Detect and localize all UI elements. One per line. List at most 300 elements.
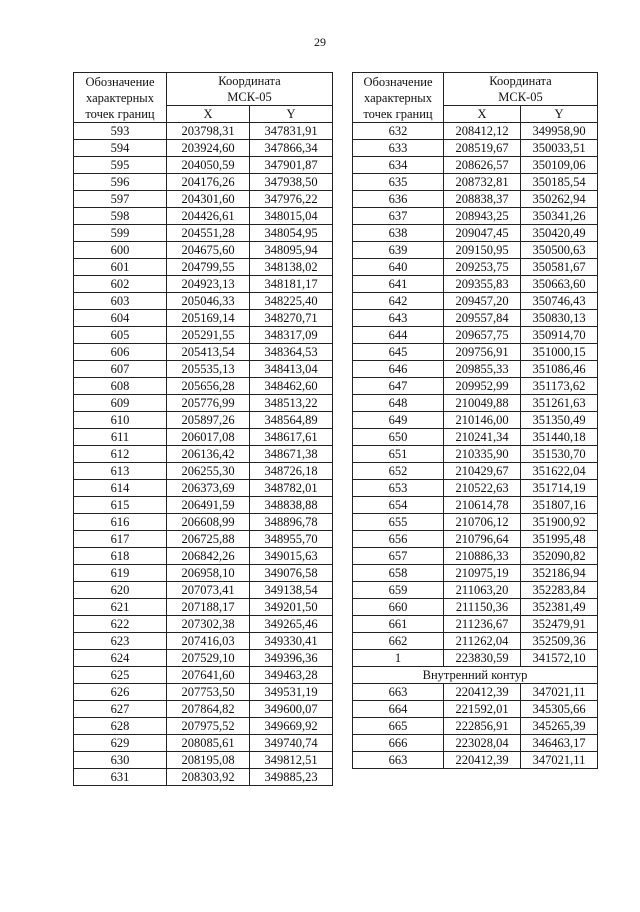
y-coordinate-cell: 347901,87 bbox=[250, 157, 333, 174]
point-number-cell: 597 bbox=[74, 191, 167, 208]
y-coordinate-cell: 352090,82 bbox=[521, 548, 598, 565]
point-number-cell: 661 bbox=[353, 616, 444, 633]
y-coordinate-cell: 350420,49 bbox=[521, 225, 598, 242]
point-number-cell: 641 bbox=[353, 276, 444, 293]
table-row bbox=[353, 599, 598, 616]
y-coordinate-cell: 351900,92 bbox=[521, 514, 598, 531]
y-coordinate-cell: 348838,88 bbox=[250, 497, 333, 514]
x-coordinate-cell: 205776,99 bbox=[167, 395, 250, 412]
point-number-cell: 596 bbox=[74, 174, 167, 191]
y-coordinate-cell: 351995,48 bbox=[521, 531, 598, 548]
table-row bbox=[353, 395, 598, 412]
y-coordinate-cell: 350341,26 bbox=[521, 208, 598, 225]
table-row bbox=[74, 123, 333, 140]
y-coordinate-cell: 351350,49 bbox=[521, 412, 598, 429]
x-coordinate-cell: 210522,63 bbox=[444, 480, 521, 497]
point-number-cell: 640 bbox=[353, 259, 444, 276]
table-row bbox=[353, 735, 598, 752]
point-number-cell: 601 bbox=[74, 259, 167, 276]
x-coordinate-cell: 205897,26 bbox=[167, 412, 250, 429]
y-coordinate-cell: 351714,19 bbox=[521, 480, 598, 497]
y-coordinate-cell: 352381,49 bbox=[521, 599, 598, 616]
table-row bbox=[74, 276, 333, 293]
point-number-cell: 602 bbox=[74, 276, 167, 293]
designation-header: Обозначение характерных точек границ bbox=[353, 73, 444, 123]
y-coordinate-cell: 350033,51 bbox=[521, 140, 598, 157]
table-row bbox=[353, 378, 598, 395]
table-row bbox=[353, 463, 598, 480]
x-coordinate-cell: 209557,84 bbox=[444, 310, 521, 327]
x-coordinate-cell: 211236,67 bbox=[444, 616, 521, 633]
x-coordinate-cell: 210241,34 bbox=[444, 429, 521, 446]
x-coordinate-cell: 205656,28 bbox=[167, 378, 250, 395]
table-row bbox=[353, 616, 598, 633]
y-column-header: Y bbox=[521, 106, 598, 123]
x-coordinate-cell: 211262,04 bbox=[444, 633, 521, 650]
y-coordinate-cell: 351807,16 bbox=[521, 497, 598, 514]
x-coordinate-cell: 210146,00 bbox=[444, 412, 521, 429]
y-coordinate-cell: 349463,28 bbox=[250, 667, 333, 684]
x-coordinate-cell: 209855,33 bbox=[444, 361, 521, 378]
y-coordinate-cell: 348617,61 bbox=[250, 429, 333, 446]
table-row bbox=[74, 650, 333, 667]
x-coordinate-cell: 205413,54 bbox=[167, 344, 250, 361]
point-number-cell: 625 bbox=[74, 667, 167, 684]
x-coordinate-cell: 204050,59 bbox=[167, 157, 250, 174]
table-row bbox=[353, 497, 598, 514]
table-row bbox=[353, 531, 598, 548]
coordinates-table-left bbox=[73, 72, 333, 786]
x-coordinate-cell: 206136,42 bbox=[167, 446, 250, 463]
point-number-cell: 662 bbox=[353, 633, 444, 650]
point-number-cell: 614 bbox=[74, 480, 167, 497]
x-coordinate-cell: 207864,82 bbox=[167, 701, 250, 718]
y-coordinate-cell: 352479,91 bbox=[521, 616, 598, 633]
y-coordinate-cell: 348054,95 bbox=[250, 225, 333, 242]
x-coordinate-cell: 209756,91 bbox=[444, 344, 521, 361]
point-number-cell: 594 bbox=[74, 140, 167, 157]
y-coordinate-cell: 350109,06 bbox=[521, 157, 598, 174]
x-coordinate-cell: 204301,60 bbox=[167, 191, 250, 208]
x-coordinate-cell: 211150,36 bbox=[444, 599, 521, 616]
point-number-cell: 663 bbox=[353, 752, 444, 769]
x-coordinate-cell: 209457,20 bbox=[444, 293, 521, 310]
point-number-cell: 620 bbox=[74, 582, 167, 599]
y-coordinate-cell: 348095,94 bbox=[250, 242, 333, 259]
point-number-cell: 615 bbox=[74, 497, 167, 514]
table-row bbox=[353, 718, 598, 735]
table-row bbox=[74, 242, 333, 259]
table-row bbox=[353, 191, 598, 208]
point-number-cell: 621 bbox=[74, 599, 167, 616]
table-row bbox=[74, 633, 333, 650]
y-coordinate-cell: 351173,62 bbox=[521, 378, 598, 395]
table-row bbox=[353, 310, 598, 327]
point-number-cell: 626 bbox=[74, 684, 167, 701]
y-coordinate-cell: 349396,36 bbox=[250, 650, 333, 667]
y-coordinate-cell: 346463,17 bbox=[521, 735, 598, 752]
y-coordinate-cell: 351086,46 bbox=[521, 361, 598, 378]
table-row bbox=[353, 276, 598, 293]
point-number-cell: 656 bbox=[353, 531, 444, 548]
point-number-cell: 654 bbox=[353, 497, 444, 514]
table-row bbox=[74, 565, 333, 582]
x-coordinate-cell: 223028,04 bbox=[444, 735, 521, 752]
y-coordinate-cell: 347976,22 bbox=[250, 191, 333, 208]
y-coordinate-cell: 348462,60 bbox=[250, 378, 333, 395]
x-coordinate-cell: 204551,28 bbox=[167, 225, 250, 242]
x-coordinate-cell: 207188,17 bbox=[167, 599, 250, 616]
y-coordinate-cell: 351000,15 bbox=[521, 344, 598, 361]
y-coordinate-cell: 347021,11 bbox=[521, 752, 598, 769]
inner-contour-label: Внутренний контур bbox=[353, 667, 598, 684]
table-row bbox=[74, 599, 333, 616]
x-coordinate-cell: 220412,39 bbox=[444, 684, 521, 701]
point-number-cell: 650 bbox=[353, 429, 444, 446]
table-row bbox=[74, 582, 333, 599]
table-row bbox=[74, 752, 333, 769]
table-row bbox=[353, 242, 598, 259]
point-number-cell: 600 bbox=[74, 242, 167, 259]
table-row bbox=[74, 191, 333, 208]
table-row bbox=[74, 310, 333, 327]
table-row bbox=[353, 752, 598, 769]
x-coordinate-cell: 210975,19 bbox=[444, 565, 521, 582]
x-coordinate-cell: 207529,10 bbox=[167, 650, 250, 667]
table-row bbox=[74, 684, 333, 701]
table-row bbox=[74, 667, 333, 684]
table-row bbox=[353, 514, 598, 531]
point-number-cell: 643 bbox=[353, 310, 444, 327]
y-coordinate-cell: 349812,51 bbox=[250, 752, 333, 769]
x-coordinate-cell: 203798,31 bbox=[167, 123, 250, 140]
point-number-cell: 616 bbox=[74, 514, 167, 531]
table-row bbox=[353, 157, 598, 174]
y-coordinate-cell: 348955,70 bbox=[250, 531, 333, 548]
table-row bbox=[74, 718, 333, 735]
coordinate-header: Координата МСК-05 bbox=[167, 73, 333, 106]
y-coordinate-cell: 352186,94 bbox=[521, 565, 598, 582]
x-coordinate-cell: 207416,03 bbox=[167, 633, 250, 650]
table-row bbox=[353, 701, 598, 718]
y-coordinate-cell: 351261,63 bbox=[521, 395, 598, 412]
point-number-cell: 660 bbox=[353, 599, 444, 616]
x-coordinate-cell: 206017,08 bbox=[167, 429, 250, 446]
table-row bbox=[74, 701, 333, 718]
y-coordinate-cell: 348225,40 bbox=[250, 293, 333, 310]
x-coordinate-cell: 206373,69 bbox=[167, 480, 250, 497]
point-number-cell: 607 bbox=[74, 361, 167, 378]
x-coordinate-cell: 208519,67 bbox=[444, 140, 521, 157]
point-number-cell: 603 bbox=[74, 293, 167, 310]
table-row bbox=[74, 735, 333, 752]
x-coordinate-cell: 208943,25 bbox=[444, 208, 521, 225]
point-number-cell: 593 bbox=[74, 123, 167, 140]
x-coordinate-cell: 207641,60 bbox=[167, 667, 250, 684]
table-row bbox=[74, 429, 333, 446]
y-coordinate-cell: 347938,50 bbox=[250, 174, 333, 191]
x-coordinate-cell: 209253,75 bbox=[444, 259, 521, 276]
x-coordinate-cell: 208195,08 bbox=[167, 752, 250, 769]
point-number-cell: 619 bbox=[74, 565, 167, 582]
table-row bbox=[74, 174, 333, 191]
x-coordinate-cell: 221592,01 bbox=[444, 701, 521, 718]
point-number-cell: 638 bbox=[353, 225, 444, 242]
x-coordinate-cell: 204426,61 bbox=[167, 208, 250, 225]
point-number-cell: 659 bbox=[353, 582, 444, 599]
table-row bbox=[74, 616, 333, 633]
y-coordinate-cell: 347021,11 bbox=[521, 684, 598, 701]
y-coordinate-cell: 352283,84 bbox=[521, 582, 598, 599]
table-row bbox=[353, 361, 598, 378]
y-coordinate-cell: 349885,23 bbox=[250, 769, 333, 786]
table-row bbox=[74, 548, 333, 565]
table-row bbox=[74, 769, 333, 786]
x-coordinate-cell: 209952,99 bbox=[444, 378, 521, 395]
y-coordinate-cell: 349201,50 bbox=[250, 599, 333, 616]
table-row bbox=[74, 463, 333, 480]
point-number-cell: 628 bbox=[74, 718, 167, 735]
x-coordinate-cell: 223830,59 bbox=[444, 650, 521, 667]
table-row bbox=[74, 412, 333, 429]
y-coordinate-cell: 349330,41 bbox=[250, 633, 333, 650]
x-coordinate-cell: 211063,20 bbox=[444, 582, 521, 599]
table-row bbox=[353, 140, 598, 157]
y-coordinate-cell: 350262,94 bbox=[521, 191, 598, 208]
point-number-cell: 618 bbox=[74, 548, 167, 565]
x-coordinate-cell: 206608,99 bbox=[167, 514, 250, 531]
x-coordinate-cell: 210049,88 bbox=[444, 395, 521, 412]
point-number-cell: 639 bbox=[353, 242, 444, 259]
table-row bbox=[74, 327, 333, 344]
coordinate-header: Координата МСК-05 bbox=[444, 73, 598, 106]
y-coordinate-cell: 348726,18 bbox=[250, 463, 333, 480]
point-number-cell: 651 bbox=[353, 446, 444, 463]
page-number: 29 bbox=[314, 35, 326, 49]
y-coordinate-cell: 348181,17 bbox=[250, 276, 333, 293]
x-coordinate-cell: 205046,33 bbox=[167, 293, 250, 310]
point-number-cell: 647 bbox=[353, 378, 444, 395]
y-coordinate-cell: 350830,13 bbox=[521, 310, 598, 327]
point-number-cell: 606 bbox=[74, 344, 167, 361]
point-number-cell: 598 bbox=[74, 208, 167, 225]
y-coordinate-cell: 349138,54 bbox=[250, 582, 333, 599]
table-row bbox=[74, 446, 333, 463]
x-coordinate-cell: 204923,13 bbox=[167, 276, 250, 293]
x-coordinate-cell: 205169,14 bbox=[167, 310, 250, 327]
x-coordinate-cell: 204675,60 bbox=[167, 242, 250, 259]
x-coordinate-cell: 204176,26 bbox=[167, 174, 250, 191]
point-number-cell: 622 bbox=[74, 616, 167, 633]
point-number-cell: 599 bbox=[74, 225, 167, 242]
x-coordinate-cell: 209047,45 bbox=[444, 225, 521, 242]
y-coordinate-cell: 349669,92 bbox=[250, 718, 333, 735]
table-row bbox=[74, 208, 333, 225]
point-number-cell: 648 bbox=[353, 395, 444, 412]
y-coordinate-cell: 348364,53 bbox=[250, 344, 333, 361]
y-coordinate-cell: 351530,70 bbox=[521, 446, 598, 463]
table-row bbox=[353, 565, 598, 582]
point-number-cell: 624 bbox=[74, 650, 167, 667]
table-row bbox=[353, 208, 598, 225]
table-row bbox=[74, 225, 333, 242]
x-coordinate-cell: 206842,26 bbox=[167, 548, 250, 565]
y-coordinate-cell: 348782,01 bbox=[250, 480, 333, 497]
y-column-header: Y bbox=[250, 106, 333, 123]
coordinates-table-right bbox=[352, 72, 598, 769]
x-coordinate-cell: 207753,50 bbox=[167, 684, 250, 701]
x-coordinate-cell: 208412,12 bbox=[444, 123, 521, 140]
table-row bbox=[74, 293, 333, 310]
y-coordinate-cell: 345305,66 bbox=[521, 701, 598, 718]
y-coordinate-cell: 341572,10 bbox=[521, 650, 598, 667]
table-row bbox=[353, 225, 598, 242]
point-number-cell: 609 bbox=[74, 395, 167, 412]
y-coordinate-cell: 347866,34 bbox=[250, 140, 333, 157]
x-coordinate-cell: 205291,55 bbox=[167, 327, 250, 344]
table-row bbox=[74, 531, 333, 548]
y-coordinate-cell: 350185,54 bbox=[521, 174, 598, 191]
table-row bbox=[353, 446, 598, 463]
table-row bbox=[353, 174, 598, 191]
point-number-cell: 611 bbox=[74, 429, 167, 446]
table-row bbox=[353, 684, 598, 701]
y-coordinate-cell: 348317,09 bbox=[250, 327, 333, 344]
point-number-cell: 629 bbox=[74, 735, 167, 752]
y-coordinate-cell: 350581,67 bbox=[521, 259, 598, 276]
y-coordinate-cell: 351440,18 bbox=[521, 429, 598, 446]
section-row bbox=[353, 667, 598, 684]
x-coordinate-cell: 203924,60 bbox=[167, 140, 250, 157]
table-row bbox=[74, 514, 333, 531]
x-coordinate-cell: 208626,57 bbox=[444, 157, 521, 174]
point-number-cell: 631 bbox=[74, 769, 167, 786]
point-number-cell: 633 bbox=[353, 140, 444, 157]
point-number-cell: 636 bbox=[353, 191, 444, 208]
y-coordinate-cell: 348413,04 bbox=[250, 361, 333, 378]
y-coordinate-cell: 350914,70 bbox=[521, 327, 598, 344]
point-number-cell: 663 bbox=[353, 684, 444, 701]
y-coordinate-cell: 348270,71 bbox=[250, 310, 333, 327]
x-coordinate-cell: 210614,78 bbox=[444, 497, 521, 514]
point-number-cell: 645 bbox=[353, 344, 444, 361]
x-coordinate-cell: 208085,61 bbox=[167, 735, 250, 752]
point-number-cell: 634 bbox=[353, 157, 444, 174]
x-coordinate-cell: 206725,88 bbox=[167, 531, 250, 548]
point-number-cell: 657 bbox=[353, 548, 444, 565]
point-number-cell: 666 bbox=[353, 735, 444, 752]
x-coordinate-cell: 210429,67 bbox=[444, 463, 521, 480]
table-row bbox=[74, 480, 333, 497]
table-row bbox=[353, 548, 598, 565]
point-number-cell: 613 bbox=[74, 463, 167, 480]
point-number-cell: 623 bbox=[74, 633, 167, 650]
table-row bbox=[74, 259, 333, 276]
x-coordinate-cell: 205535,13 bbox=[167, 361, 250, 378]
y-coordinate-cell: 345265,39 bbox=[521, 718, 598, 735]
x-coordinate-cell: 207302,38 bbox=[167, 616, 250, 633]
point-number-cell: 655 bbox=[353, 514, 444, 531]
y-coordinate-cell: 349600,07 bbox=[250, 701, 333, 718]
x-coordinate-cell: 206958,10 bbox=[167, 565, 250, 582]
x-coordinate-cell: 222856,91 bbox=[444, 718, 521, 735]
point-number-cell: 608 bbox=[74, 378, 167, 395]
table-row bbox=[74, 395, 333, 412]
table-row bbox=[353, 327, 598, 344]
point-number-cell: 649 bbox=[353, 412, 444, 429]
x-coordinate-cell: 207073,41 bbox=[167, 582, 250, 599]
table-row bbox=[353, 259, 598, 276]
x-coordinate-cell: 209150,95 bbox=[444, 242, 521, 259]
table-row bbox=[74, 344, 333, 361]
y-coordinate-cell: 350500,63 bbox=[521, 242, 598, 259]
y-coordinate-cell: 347831,91 bbox=[250, 123, 333, 140]
point-number-cell: 644 bbox=[353, 327, 444, 344]
y-coordinate-cell: 348896,78 bbox=[250, 514, 333, 531]
y-coordinate-cell: 349076,58 bbox=[250, 565, 333, 582]
y-coordinate-cell: 352509,36 bbox=[521, 633, 598, 650]
y-coordinate-cell: 349531,19 bbox=[250, 684, 333, 701]
point-number-cell: 612 bbox=[74, 446, 167, 463]
table-row bbox=[353, 344, 598, 361]
table-row bbox=[353, 123, 598, 140]
point-number-cell: 617 bbox=[74, 531, 167, 548]
designation-header: Обозначение характерных точек границ bbox=[74, 73, 167, 123]
point-number-cell: 637 bbox=[353, 208, 444, 225]
y-coordinate-cell: 348513,22 bbox=[250, 395, 333, 412]
x-coordinate-cell: 206491,59 bbox=[167, 497, 250, 514]
table-row bbox=[353, 429, 598, 446]
x-coordinate-cell: 210796,64 bbox=[444, 531, 521, 548]
x-coordinate-cell: 206255,30 bbox=[167, 463, 250, 480]
x-coordinate-cell: 209657,75 bbox=[444, 327, 521, 344]
point-number-cell: 1 bbox=[353, 650, 444, 667]
x-coordinate-cell: 210335,90 bbox=[444, 446, 521, 463]
x-coordinate-cell: 210886,33 bbox=[444, 548, 521, 565]
table-row bbox=[74, 157, 333, 174]
y-coordinate-cell: 351622,04 bbox=[521, 463, 598, 480]
y-coordinate-cell: 350746,43 bbox=[521, 293, 598, 310]
y-coordinate-cell: 348564,89 bbox=[250, 412, 333, 429]
table-row bbox=[353, 582, 598, 599]
x-coordinate-cell: 209355,83 bbox=[444, 276, 521, 293]
x-coordinate-cell: 207975,52 bbox=[167, 718, 250, 735]
y-coordinate-cell: 348138,02 bbox=[250, 259, 333, 276]
y-coordinate-cell: 348671,38 bbox=[250, 446, 333, 463]
point-number-cell: 610 bbox=[74, 412, 167, 429]
point-number-cell: 653 bbox=[353, 480, 444, 497]
point-number-cell: 652 bbox=[353, 463, 444, 480]
point-number-cell: 595 bbox=[74, 157, 167, 174]
y-coordinate-cell: 349265,46 bbox=[250, 616, 333, 633]
point-number-cell: 658 bbox=[353, 565, 444, 582]
point-number-cell: 665 bbox=[353, 718, 444, 735]
point-number-cell: 646 bbox=[353, 361, 444, 378]
table-row bbox=[353, 480, 598, 497]
point-number-cell: 604 bbox=[74, 310, 167, 327]
table-row bbox=[74, 497, 333, 514]
x-coordinate-cell: 210706,12 bbox=[444, 514, 521, 531]
table-row bbox=[353, 293, 598, 310]
point-number-cell: 605 bbox=[74, 327, 167, 344]
x-coordinate-cell: 204799,55 bbox=[167, 259, 250, 276]
point-number-cell: 642 bbox=[353, 293, 444, 310]
x-coordinate-cell: 208838,37 bbox=[444, 191, 521, 208]
point-number-cell: 632 bbox=[353, 123, 444, 140]
table-row bbox=[74, 378, 333, 395]
point-number-cell: 635 bbox=[353, 174, 444, 191]
x-coordinate-cell: 208732,81 bbox=[444, 174, 521, 191]
